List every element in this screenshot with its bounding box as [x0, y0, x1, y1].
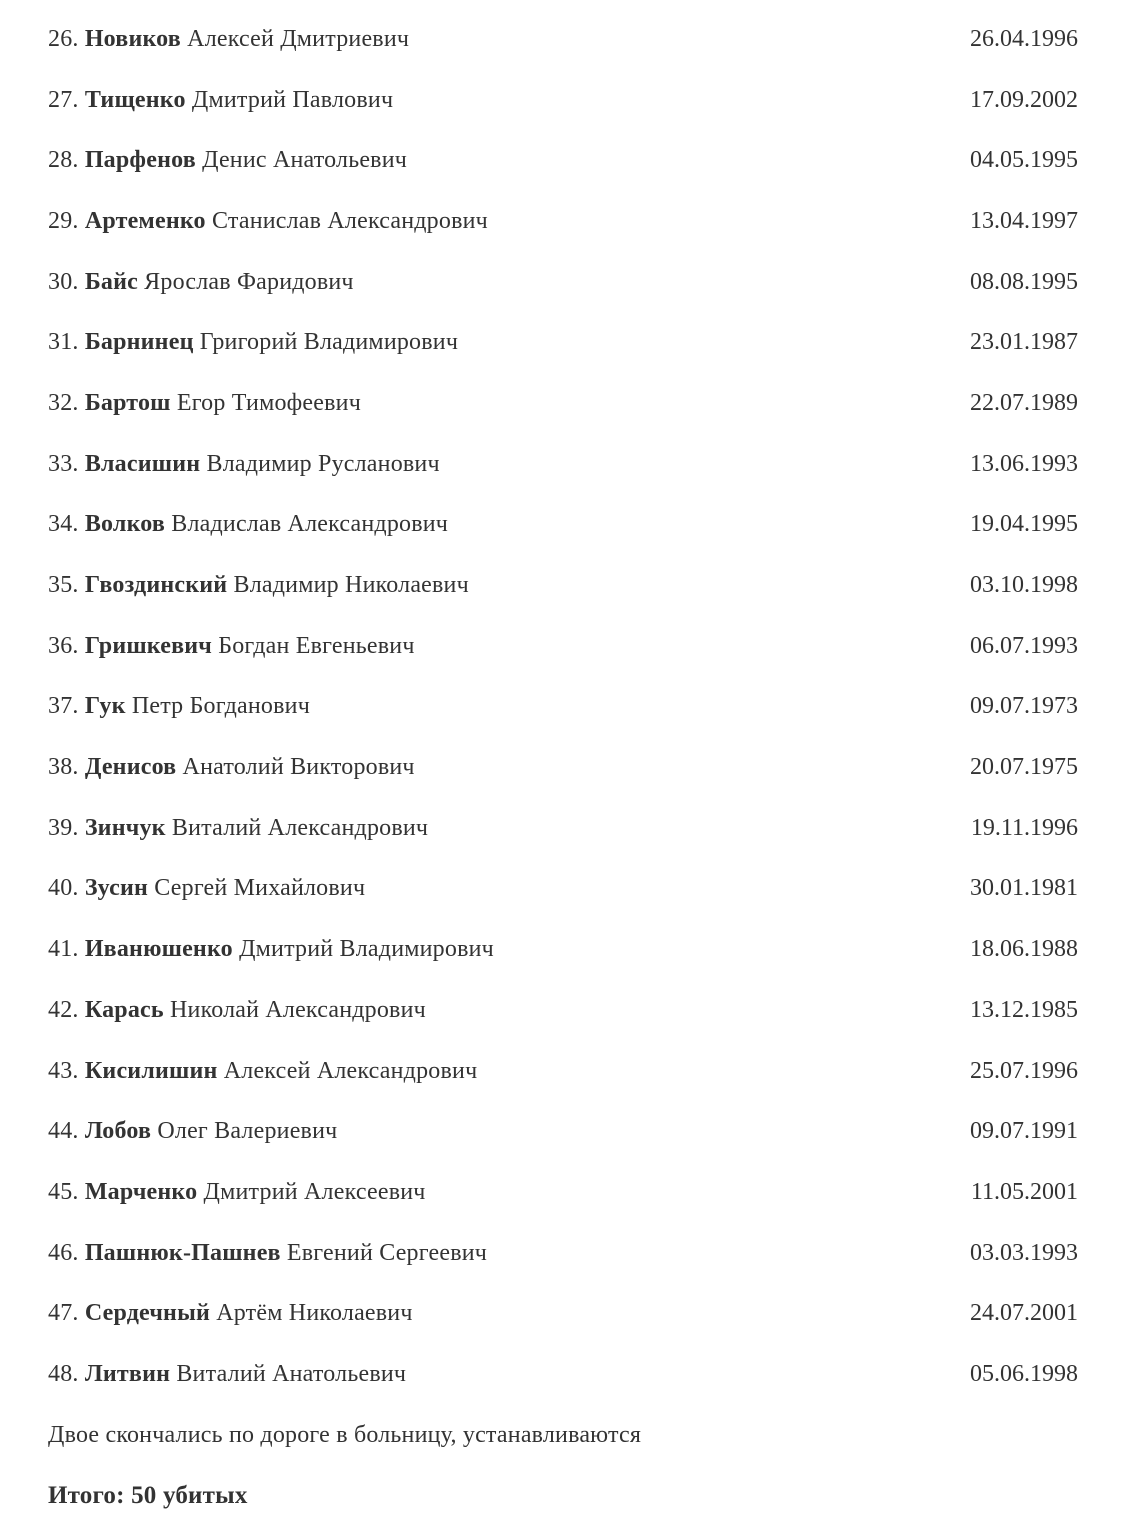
item-given-names: Алексей Дмитриевич [187, 25, 410, 52]
item-given-names: Артём Николаевич [216, 1300, 413, 1327]
item-surname: Гвоздинский [84, 572, 228, 599]
list-item [48, 252, 1078, 313]
item-birthdate: 08.08.1995 [970, 268, 1078, 295]
casualty-list [48, 9, 1078, 1405]
list-item [48, 677, 1078, 738]
item-number: 32. [48, 389, 79, 416]
list-item [48, 980, 1078, 1041]
person-name [48, 511, 448, 538]
item-number: 30. [48, 268, 79, 295]
item-birthdate: 03.03.1993 [970, 1239, 1078, 1266]
person-name [48, 1118, 337, 1145]
item-number: 28. [48, 147, 79, 174]
item-number: 40. [48, 875, 79, 902]
item-surname: Власишин [84, 450, 201, 477]
item-birthdate: 19.04.1995 [970, 511, 1078, 538]
item-surname: Литвин [84, 1360, 171, 1387]
person-name [48, 1058, 477, 1085]
item-number: 27. [48, 86, 79, 113]
list-item [48, 919, 1078, 980]
item-surname: Лобов [84, 1118, 152, 1145]
item-given-names: Богдан Евгеньевич [218, 632, 415, 659]
item-given-names: Виталий Анатольевич [176, 1360, 407, 1387]
item-birthdate: 11.05.2001 [970, 1178, 1078, 1205]
list-item [48, 1344, 1078, 1405]
item-given-names: Дмитрий Владимирович [239, 936, 494, 963]
item-birthdate: 09.07.1973 [970, 693, 1078, 720]
item-surname: Артеменко [84, 207, 206, 234]
item-birthdate: 26.04.1996 [970, 25, 1078, 52]
item-given-names: Олег Валериевич [157, 1118, 338, 1145]
person-name [48, 269, 354, 296]
item-surname: Зинчук [84, 814, 166, 841]
item-birthdate: 30.01.1981 [970, 875, 1078, 902]
person-name [48, 1361, 406, 1388]
person-name [48, 693, 310, 720]
item-birthdate: 13.04.1997 [970, 207, 1078, 234]
item-surname: Кисилишин [84, 1057, 218, 1084]
item-birthdate: 05.06.1998 [970, 1360, 1078, 1387]
item-surname: Новиков [84, 25, 181, 52]
item-given-names: Дмитрий Алексеевич [203, 1178, 426, 1205]
person-name [48, 875, 365, 902]
list-item [48, 859, 1078, 920]
person-name [48, 633, 415, 660]
item-number: 26. [48, 25, 79, 52]
item-number: 35. [48, 572, 79, 599]
item-given-names: Григорий Владимирович [199, 329, 459, 356]
item-surname: Волков [84, 511, 166, 538]
person-name [48, 390, 361, 417]
item-given-names: Алексей Александрович [223, 1057, 478, 1084]
list-item [48, 9, 1078, 70]
item-birthdate: 03.10.1998 [970, 572, 1078, 599]
item-birthdate: 04.05.1995 [970, 147, 1078, 174]
item-number: 41. [48, 936, 79, 963]
item-number: 39. [48, 814, 79, 841]
item-birthdate: 18.06.1988 [970, 936, 1078, 963]
item-surname: Сердечный [84, 1300, 211, 1327]
item-surname: Марченко [84, 1178, 198, 1205]
item-birthdate: 13.12.1985 [970, 996, 1078, 1023]
list-item [48, 1101, 1078, 1162]
item-surname: Парфенов [84, 147, 196, 174]
item-birthdate: 24.07.2001 [970, 1300, 1078, 1327]
item-number: 42. [48, 996, 79, 1023]
item-number: 48. [48, 1360, 79, 1387]
person-name [48, 329, 458, 356]
item-given-names: Ярослав Фаридович [144, 268, 354, 295]
item-given-names: Сергей Михайлович [154, 875, 366, 902]
list-item [48, 1162, 1078, 1223]
list-item [48, 495, 1078, 556]
person-name [48, 208, 488, 235]
list-item [48, 373, 1078, 434]
list-item [48, 616, 1078, 677]
item-birthdate: 06.07.1993 [970, 632, 1078, 659]
person-name [48, 451, 440, 478]
item-given-names: Евгений Сергеевич [286, 1239, 488, 1266]
person-name [48, 87, 393, 114]
list-item [48, 434, 1078, 495]
person-name [48, 815, 428, 842]
item-given-names: Анатолий Викторович [182, 754, 415, 781]
person-name [48, 1240, 487, 1267]
item-surname: Карась [84, 996, 164, 1023]
item-given-names: Егор Тимофеевич [176, 389, 361, 416]
item-number: 47. [48, 1300, 79, 1327]
item-given-names: Владимир Николаевич [233, 572, 469, 599]
item-surname: Пашнюк-Пашнев [84, 1239, 281, 1266]
item-number: 46. [48, 1239, 79, 1266]
person-name [48, 1300, 413, 1327]
list-item [48, 737, 1078, 798]
person-name [48, 936, 494, 963]
item-surname: Гришкевич [84, 632, 213, 659]
list-item [48, 1041, 1078, 1102]
list-item [48, 555, 1078, 616]
total-row [48, 1466, 1078, 1527]
item-number: 29. [48, 207, 79, 234]
item-given-names: Денис Анатольевич [202, 147, 408, 174]
list-item [48, 130, 1078, 191]
list-item [48, 70, 1078, 131]
item-birthdate: 22.07.1989 [970, 389, 1078, 416]
item-number: 37. [48, 693, 79, 720]
list-item [48, 1283, 1078, 1344]
item-surname: Тищенко [84, 86, 186, 113]
person-name [48, 147, 407, 174]
item-surname: Зусин [84, 875, 149, 902]
item-given-names: Владислав Александрович [171, 511, 449, 538]
item-birthdate: 25.07.1996 [970, 1057, 1078, 1084]
list-item [48, 798, 1078, 859]
item-given-names: Виталий Александрович [171, 814, 429, 841]
person-name [48, 26, 409, 53]
item-birthdate: 13.06.1993 [970, 450, 1078, 477]
item-given-names: Петр Богданович [131, 693, 310, 720]
item-birthdate: 20.07.1975 [970, 754, 1078, 781]
item-number: 38. [48, 754, 79, 781]
note-row [48, 1405, 1078, 1466]
item-birthdate: 23.01.1987 [970, 329, 1078, 356]
item-number: 33. [48, 450, 79, 477]
item-birthdate: 17.09.2002 [970, 86, 1078, 113]
note-text: Двое скончались по дороге в больницу, устанавливаются [48, 1421, 642, 1448]
item-surname: Денисов [84, 754, 177, 781]
person-name [48, 997, 426, 1024]
list-item [48, 312, 1078, 373]
list-item [48, 191, 1078, 252]
item-number: 43. [48, 1057, 79, 1084]
item-given-names: Станислав Александрович [211, 207, 488, 234]
item-surname: Барнинец [84, 329, 194, 356]
item-number: 44. [48, 1118, 79, 1145]
item-number: 34. [48, 511, 79, 538]
item-given-names: Владимир Русланович [206, 450, 440, 477]
item-surname: Бартош [84, 389, 171, 416]
item-birthdate: 09.07.1991 [970, 1118, 1078, 1145]
item-birthdate: 19.11.1996 [970, 814, 1078, 841]
person-name [48, 572, 469, 599]
item-number: 45. [48, 1178, 79, 1205]
item-surname: Гук [84, 693, 126, 720]
item-surname: Байс [84, 268, 138, 295]
list-item [48, 1223, 1078, 1284]
person-name [48, 754, 415, 781]
item-given-names: Николай Александрович [170, 996, 426, 1023]
item-number: 36. [48, 632, 79, 659]
item-number: 31. [48, 329, 79, 356]
item-given-names: Дмитрий Павлович [191, 86, 394, 113]
person-name [48, 1179, 426, 1206]
item-surname: Иванюшенко [84, 936, 233, 963]
total-text: Итого: 50 убитых [48, 1481, 248, 1509]
